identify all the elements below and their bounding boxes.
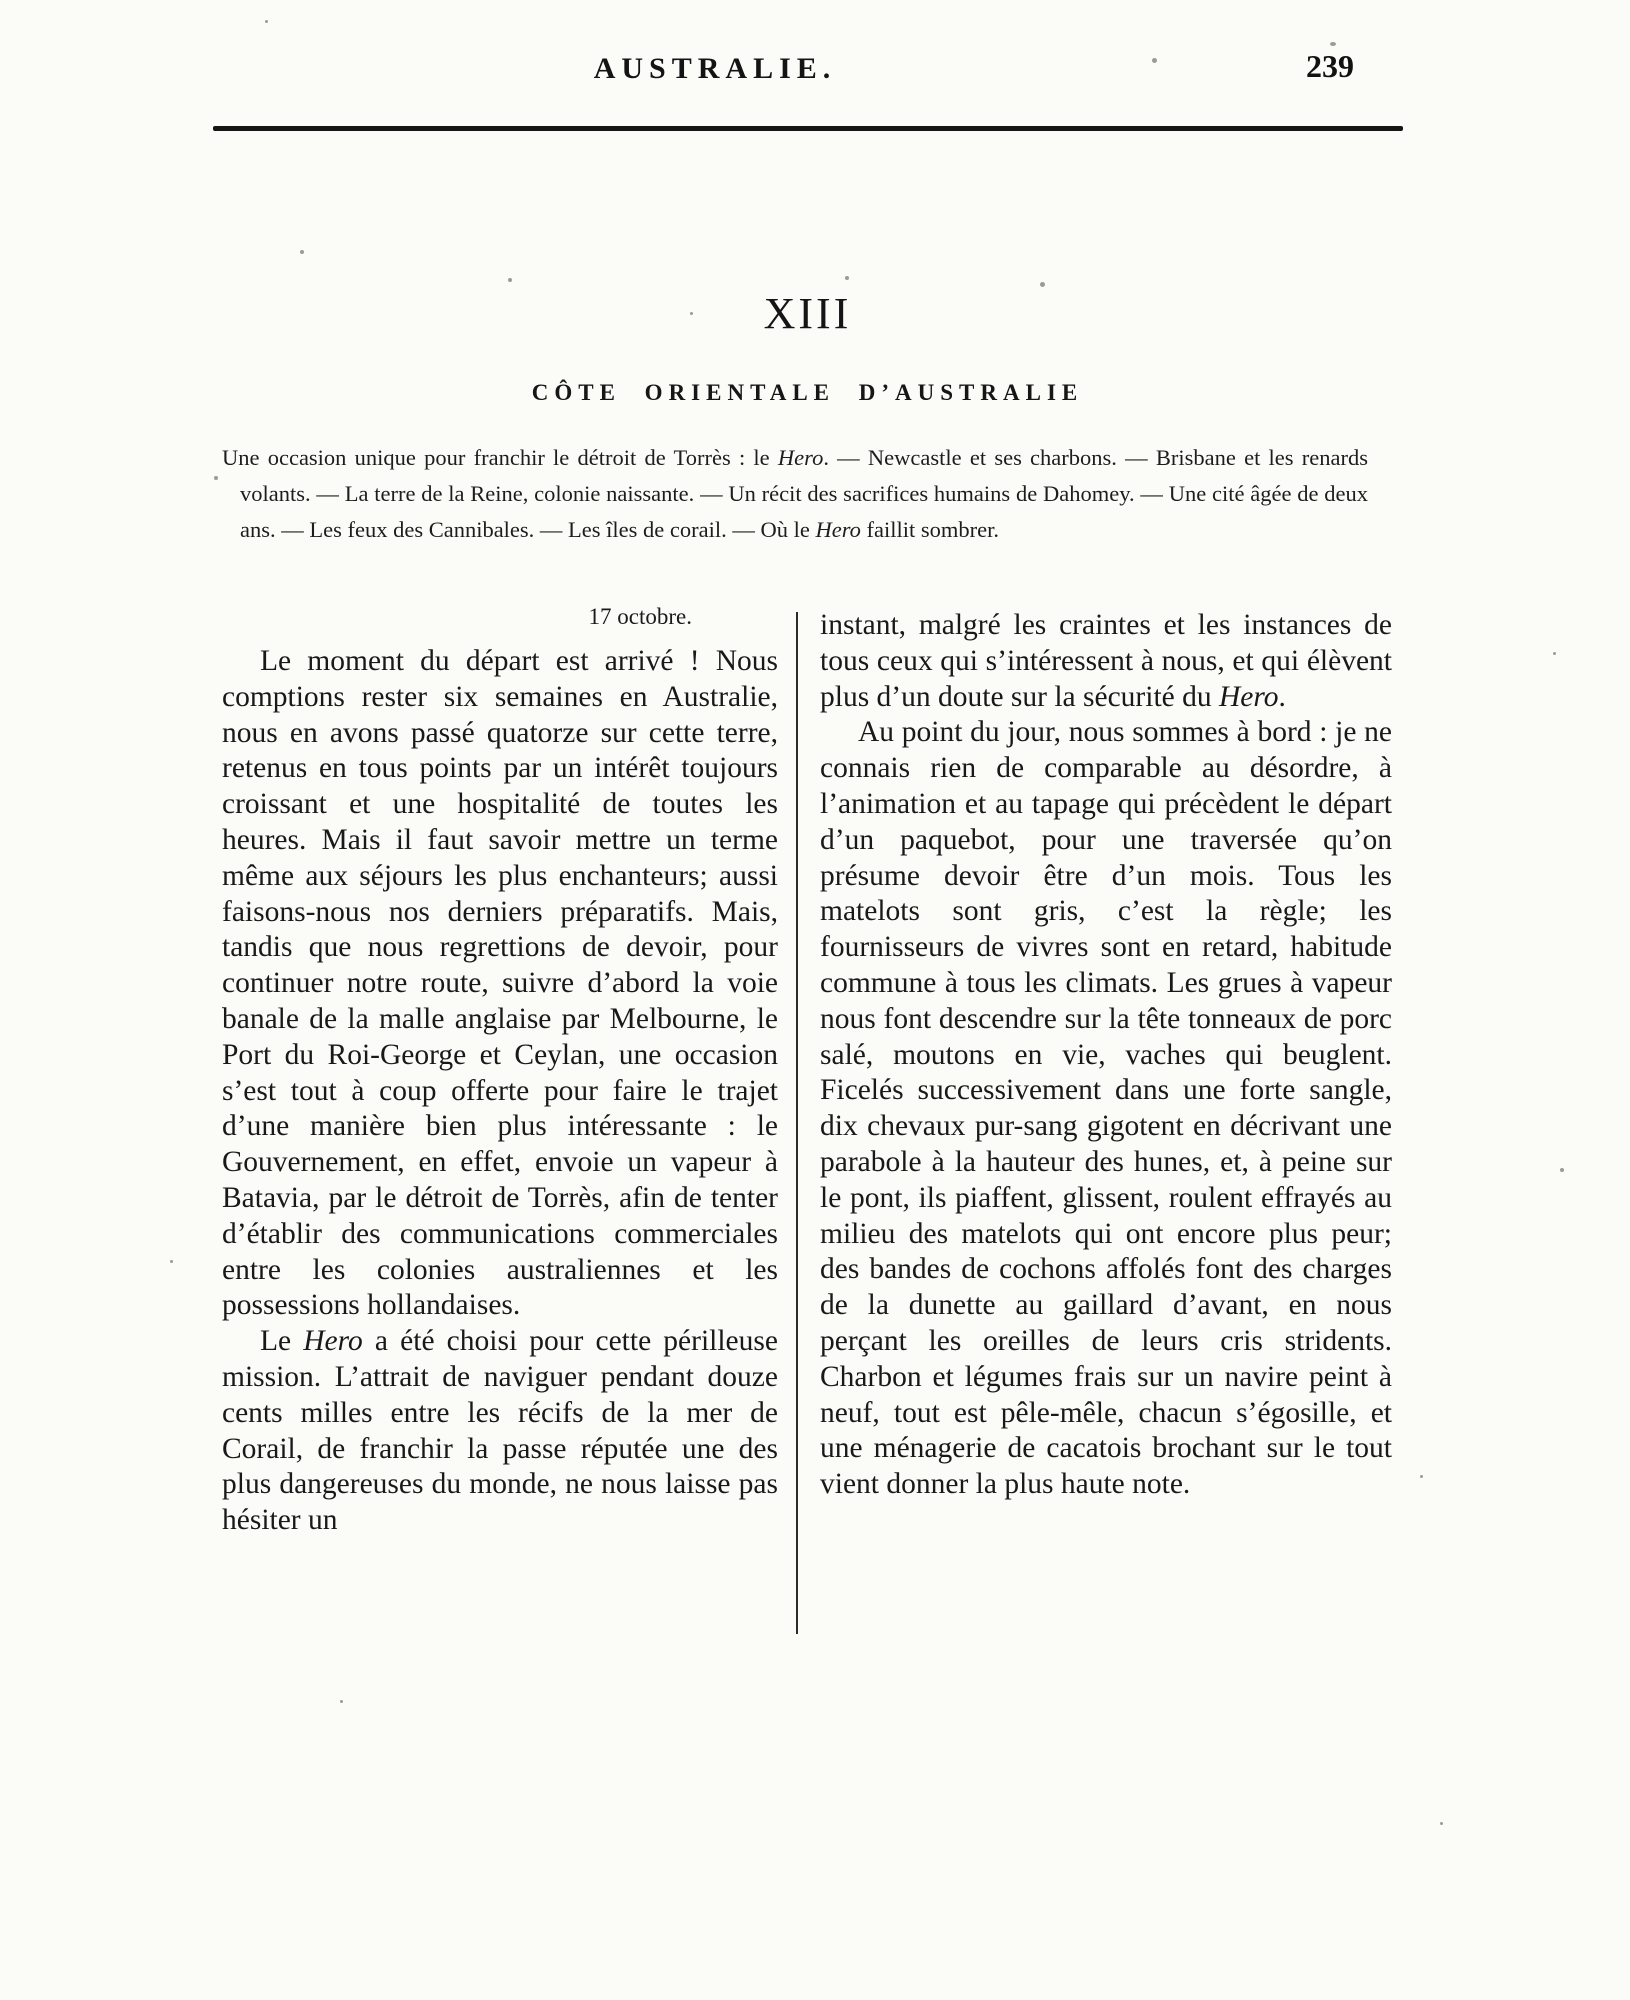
scan-speck — [1040, 282, 1045, 287]
scan-speck — [508, 278, 512, 282]
paragraph: Le moment du départ est arrivé ! Nous comptions rester six semaines en Australie, nous en avons passé quatorze sur cette terre, retenus en tous points par un intérêt toujours croissant et une hospitalité de toutes les heures. Mais il faut savoir mettre un terme même aux séjours les plus enchanteurs; aussi faisons-nous nos derniers préparatifs. Mais, tandis que nous regrettions de devoir, pour continuer notre route, suivre d’abord la voie banale de la malle anglaise par Melbourne, le Port du Roi-George et Ceylan, une occasion s’est tout à coup offerte pour faire le trajet d’une manière bien plus intéressante : le Gouvernement, en effet, envoie un vapeur à Batavia, par le détroit de Torrès, afin de tenter d’établir des communications commerciales entre les colonies australiennes et les possessions hollandaises. — [222, 645, 778, 1322]
scan-speck — [300, 250, 304, 254]
header-rule — [213, 126, 1403, 131]
scan-speck — [845, 276, 849, 280]
scan-speck — [265, 20, 268, 23]
chapter-title: CÔTE ORIENTALE D’AUSTRALIE — [531, 380, 1084, 405]
scan-speck — [170, 1260, 173, 1263]
text-column-right — [820, 608, 1392, 1503]
scan-speck — [1560, 1168, 1564, 1172]
scan-speck — [690, 312, 693, 315]
chapter-argument: Une occasion unique pour franchir le détroit de Torrès : le Hero. — Newcastle et ses charbons. — Brisbane et les renards volants. — La terre de la Reine, colonie naissante. — Un récit des sacrifices humains de Dahomey. — Une cité âgée de deux ans. — Les feux des Cannibales. — Les îles de corail. — Où le Hero faillit sombrer. — [222, 445, 1369, 542]
scan-speck — [1420, 1475, 1423, 1478]
paragraph: Le Hero a été choisi pour cette périlleuse mission. L’attrait de naviguer pendant douze cents milles entre les récifs de la mer de Corail, de franchir la passe réputée une des plus dangereuses du monde, ne nous laisse pas hésiter un — [222, 1325, 778, 1537]
paragraph: Au point du jour, nous sommes à bord : je ne connais rien de comparable au désordre, à l’animation et au tapage qui précèdent le départ d’un paquebot, pour une traversée qu’on présume devoir être d’un mois. Tous les matelots sont gris, c’est la règle; les fournisseurs de vivres sont en retard, habitude commune à tous les climats. Les grues à vapeur nous font descendre sur la tête tonneaux de porc salé, moutons en vie, vaches qui beuglent. Ficelés successivement dans une forte sangle, dix chevaux pur-sang gigotent en décrivant une parabole à la hauteur des hunes, et, à peine sur le pont, ils piaffent, glissent, roulent effrayés au milieu des matelots qui ont encore plus peur; des bandes de cochons affolés font des charges de la dunette au gaillard d’avant, en nous perçant les oreilles de leurs cris stridents. Charbon et légumes frais sur un navire peint à neuf, tout est pêle-mêle, chacun s’égosille, et une ménagerie de cacatois brochant sur le tout vient donner la plus haute note. — [820, 716, 1392, 1501]
page-number: 239 — [1306, 48, 1354, 84]
scan-speck — [1553, 652, 1556, 655]
scan-speck — [1330, 42, 1336, 46]
running-title: AUSTRALIE. — [593, 52, 837, 85]
text-column-left — [222, 644, 778, 1539]
scan-speck — [1152, 58, 1157, 63]
scan-speck — [1440, 1822, 1443, 1825]
paragraph: instant, malgré les craintes et les instances de tous ceux qui s’intéressent à nous, et qui élèvent plus d’un doute sur la sécurité du Hero. — [820, 609, 1392, 713]
scan-speck — [214, 476, 218, 480]
scan-speck — [340, 1700, 343, 1703]
dateline: 17 octobre. — [588, 604, 692, 629]
chapter-number: XIII — [763, 289, 852, 338]
column-divider-rule — [796, 612, 798, 1634]
